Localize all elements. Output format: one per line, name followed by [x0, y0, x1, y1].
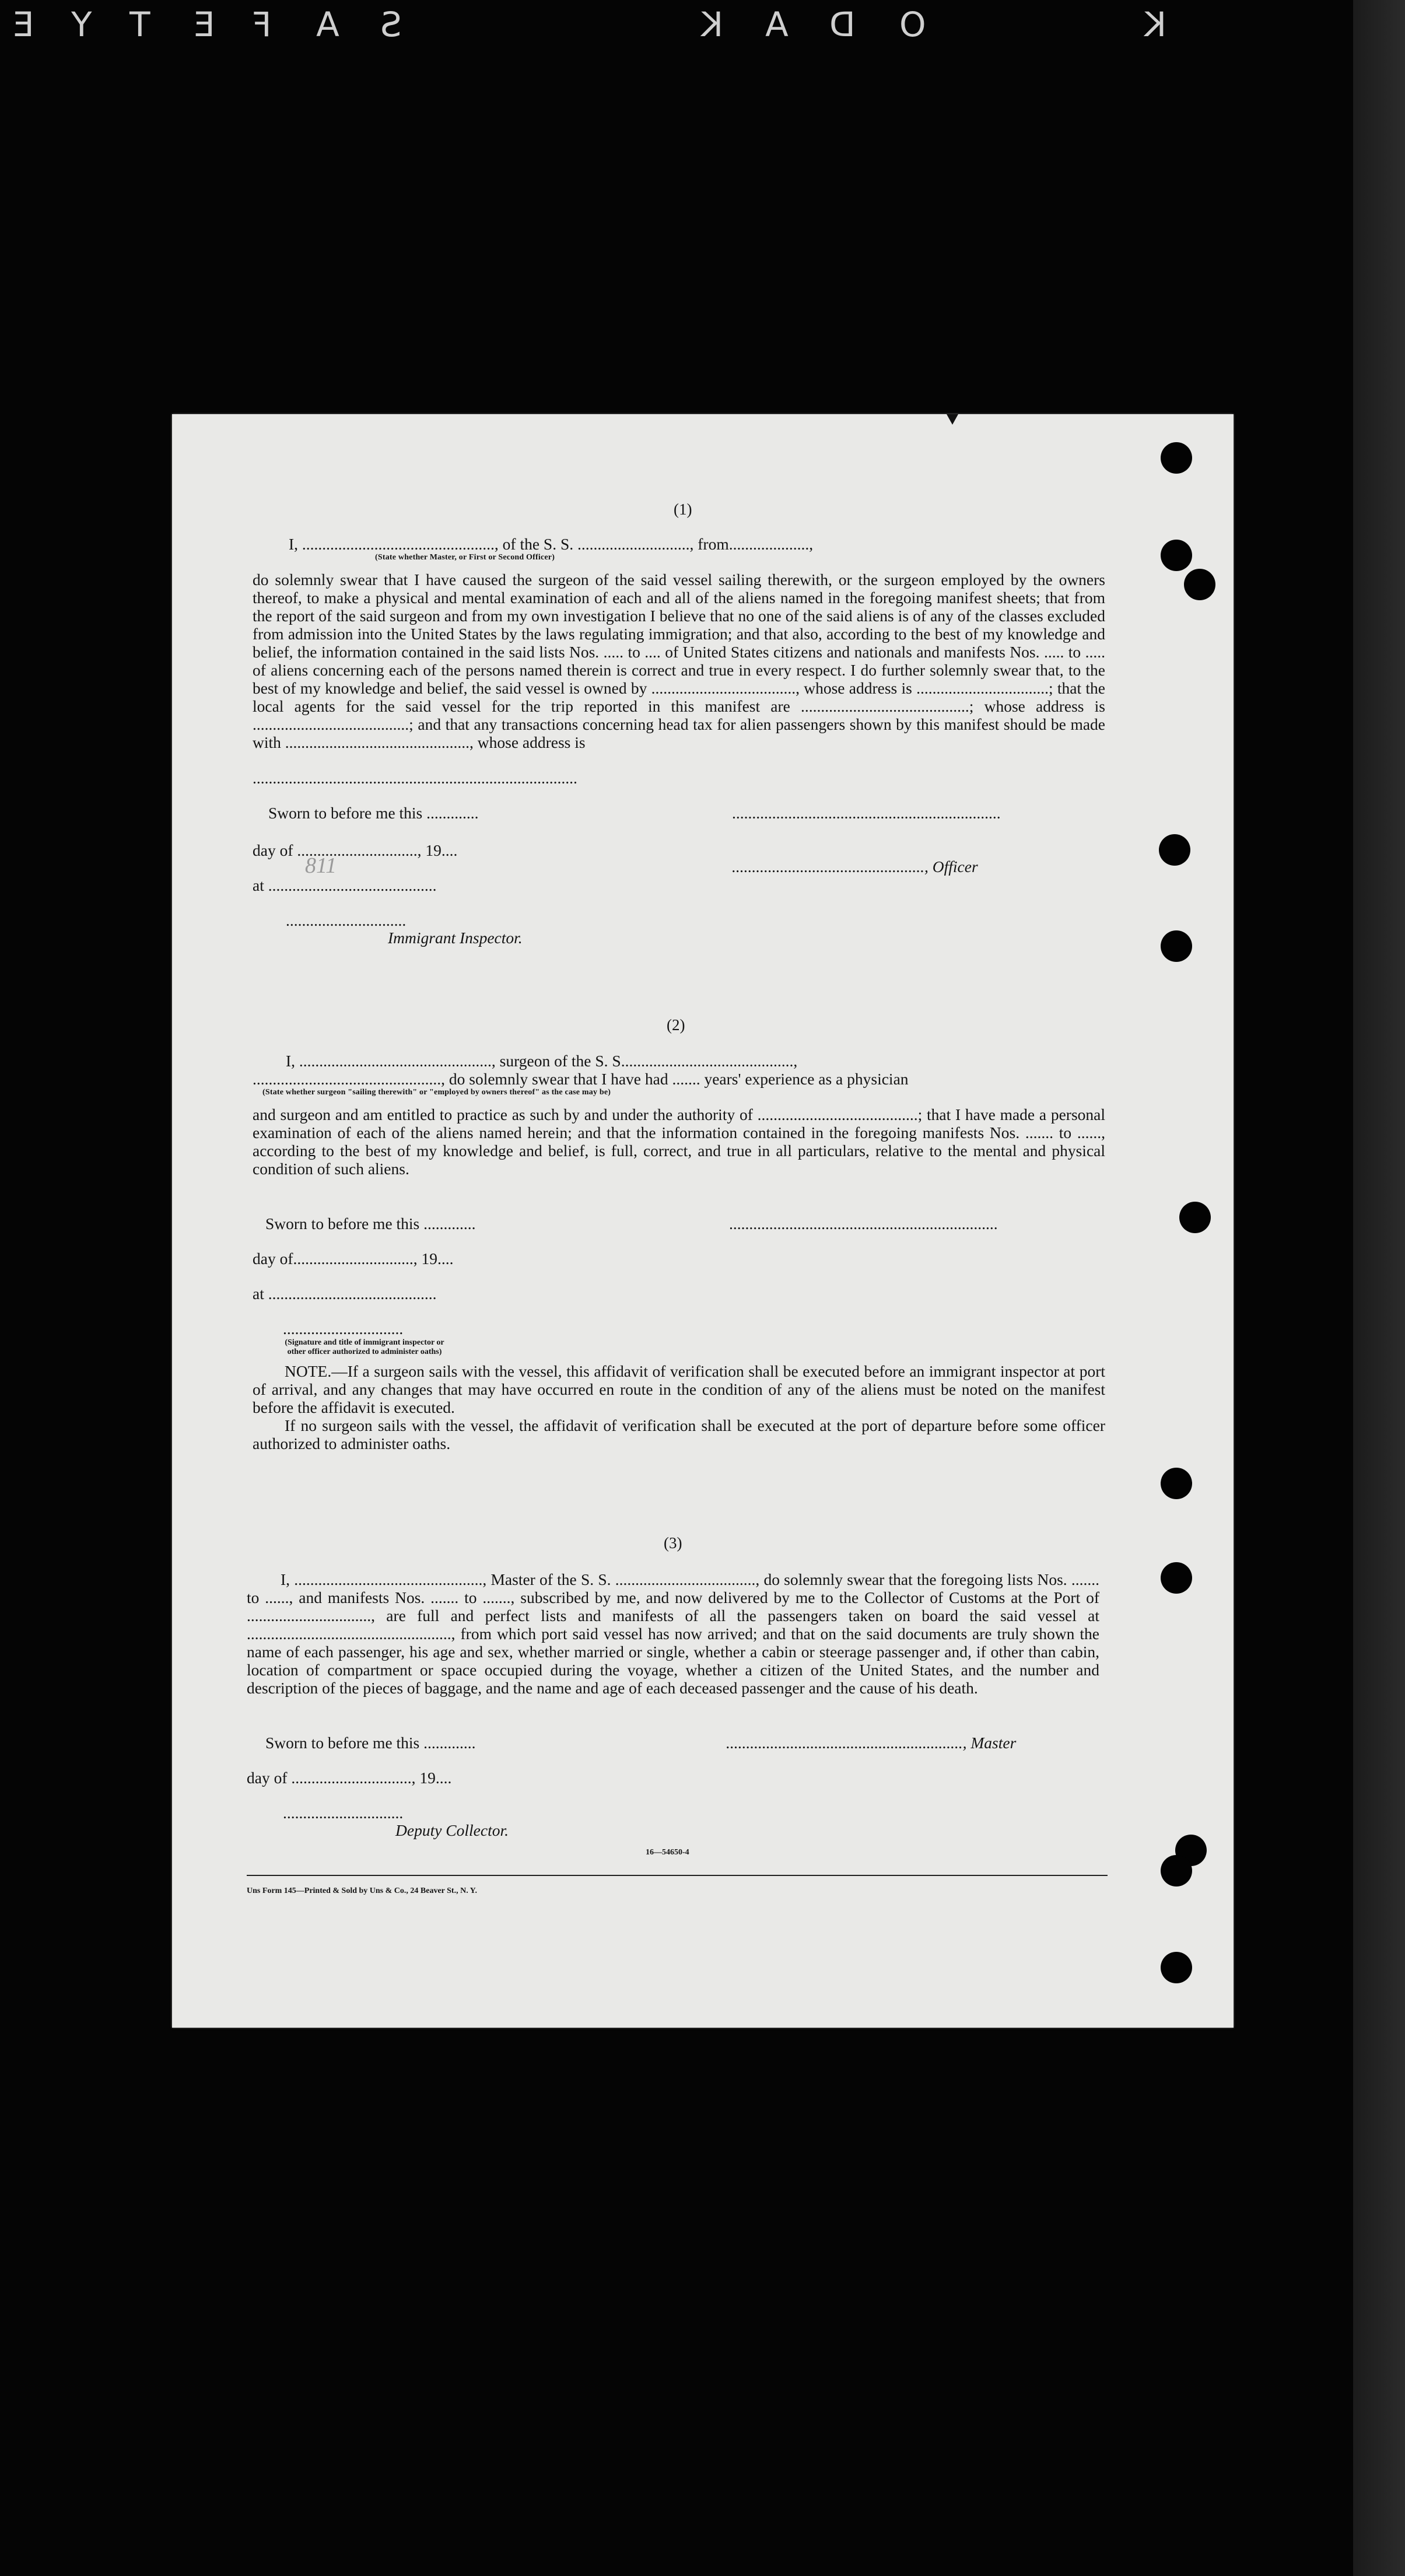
section-2-second-line: ..............................................., do solemnly swear that I have had ....... years' experience as a physician: [253, 1070, 909, 1088]
section-1-inspector-dots: ..............................: [286, 911, 407, 929]
film-strip-edge: [1353, 0, 1405, 2576]
section-2-oath-text: [253, 1105, 1105, 1178]
section-2-notes: [253, 1362, 1105, 1452]
section-3-sworn-line: Sworn to before me this .............: [265, 1734, 476, 1752]
punch-hole: [1179, 1202, 1211, 1233]
section-2-sworn-line: Sworn to before me this .............: [265, 1214, 476, 1233]
section-2-at-line: at ..........................................: [253, 1284, 437, 1303]
officer-caption-line-2: other officer authorized to administer oaths): [287, 1348, 442, 1356]
section-3-oath-text: [247, 1570, 1099, 1697]
punch-hole: [1161, 930, 1192, 962]
punch-hole: [1159, 834, 1190, 866]
film-edge-markings: E Y T E F A S K A D O K: [12, 5, 1167, 44]
printer-imprint: Uns Form 145—Printed & Sold by Uns & Co., 24 Beaver St., N. Y.: [247, 1887, 477, 1895]
section-2-body: and surgeon and am entitled to practice as such by and under the authority of ........................................; that I have made a personal examination of each of the aliens named herein; and that the information contained in the foregoing manifests Nos. ....... to ......, according to the best of my knowledge and belief, is full, correct, and true in all particulars, relative to the mental and physical condition of such aliens.: [253, 1105, 1105, 1178]
section-1-sworn-line: Sworn to before me this .............: [268, 804, 479, 822]
section-2-opening-line: I, ................................................, surgeon of the S. S...........................................,: [286, 1052, 798, 1070]
handwritten-note: 811: [305, 853, 337, 878]
section-2-caption: (State whether surgeon "sailing therewith" or "employed by owners thereof" as the case may be): [262, 1088, 611, 1097]
punch-hole: [1161, 1855, 1192, 1887]
note-with-surgeon: NOTE.—If a surgeon sails with the vessel, this affidavit of verification shall be executed before an immigrant inspector at port of arrival, and any changes that may have occurred en route in the condition of any of the aliens must be noted on the manifest before the affidavit is executed.: [253, 1362, 1105, 1416]
section-1-trailing-dots: .................................................................................: [253, 769, 577, 787]
section-2-officer-caption: [280, 1338, 449, 1357]
officer-caption-line-1: (Signature and title of immigrant inspector or: [285, 1338, 444, 1347]
section-1-officer-line: ................................................, Officer: [732, 858, 978, 876]
section-1-inspector-label: Immigrant Inspector.: [388, 929, 523, 947]
punch-hole: [1161, 442, 1192, 474]
section-1-day-line: day of .............................., 19....: [253, 841, 458, 859]
punch-hole: [1161, 540, 1192, 571]
punch-hole: [1161, 1562, 1192, 1594]
section-2-number: (2): [667, 1016, 685, 1034]
section-1-at-line: at ..........................................: [253, 876, 437, 894]
manifest-affidavit-page: [172, 414, 1234, 2028]
section-3-collector-dots: ..............................: [283, 1804, 404, 1822]
punch-hole: [1161, 1468, 1192, 1499]
footer-rule: [247, 1875, 1108, 1876]
section-1-number: (1): [674, 501, 692, 518]
note-without-surgeon: If no surgeon sails with the vessel, the affidavit of verification shall be executed at the port of departure before some officer authorized to administer oaths.: [253, 1416, 1105, 1452]
punch-hole: [1184, 569, 1215, 600]
section-1-oath-text: [253, 570, 1105, 751]
section-3-master-line: ..........................................................., Master: [726, 1734, 1017, 1752]
section-1-caption: (State whether Master, or First or Second Officer): [375, 553, 555, 562]
punch-hole: [1161, 1952, 1192, 1983]
section-2-signature-line: ...................................................................: [729, 1214, 998, 1233]
form-code: 16—54650-4: [646, 1848, 689, 1857]
section-1-body: do solemnly swear that I have caused the surgeon of the said vessel sailing therewith, or the surgeon employed by the owners thereof, to make a physical and mental examination of each and all of the aliens named in the foregoing manifest sheets; that from the report of the said surgeon and from my own investigation I believe that no one of the said aliens is of any of the classes excluded from admission into the United States by the laws regulating immigration; and that also, according to the best of my knowledge and belief, the information contained in the said lists Nos. ..... to .... of United States citizens and nationals and manifests Nos. ..... to ..... of aliens concerning each of the persons named therein is correct and true in every respect. I do further solemnly swear that, to the best of my knowledge and belief, the said vessel is owned by ...................................., whose address is .................................; that the local agents for the said vessel for the trip reported in this manifest are ..........................................; whose address is .......................................; and that any transactions concerning head tax for alien passengers shown by this manifest should be made with .............................................., whose address is: [253, 570, 1105, 751]
section-3-collector-label: Deputy Collector.: [395, 1821, 509, 1839]
section-1-signature-line: ...................................................................: [732, 804, 1001, 822]
page-tab-marker: [947, 414, 958, 425]
section-2-day-line: day of.............................., 19....: [253, 1250, 454, 1268]
section-2-officer-dots: ..............................: [283, 1320, 404, 1338]
section-1-opening-line: I, ................................................, of the S. S. ............................, from....................,: [289, 535, 814, 553]
section-3-body: I, ..............................................., Master of the S. S. ..................................., do solemnly swear that the foregoing lists Nos. ....... to ......, and manifests Nos. ....... to ......., subscribed by me, and now delivered by me to the Collector of Customs at the Port of ..............................., are full and perfect lists and manifests of all the passengers taken on board the said vessel at ..................................................., from which port said vessel has now arrived; and that on the said documents are truly shown the name of each passenger, his age and sex, whether married or single, whether a cabin or steerage passenger and, if other than cabin, location of compartment or space occupied during the voyage, whether a citizen of the United States, and the number and description of the pieces of baggage, and the name and age of each deceased passenger and the cause of his death.: [247, 1570, 1099, 1697]
section-3-day-line: day of .............................., 19....: [247, 1769, 452, 1787]
section-3-number: (3): [664, 1534, 682, 1552]
